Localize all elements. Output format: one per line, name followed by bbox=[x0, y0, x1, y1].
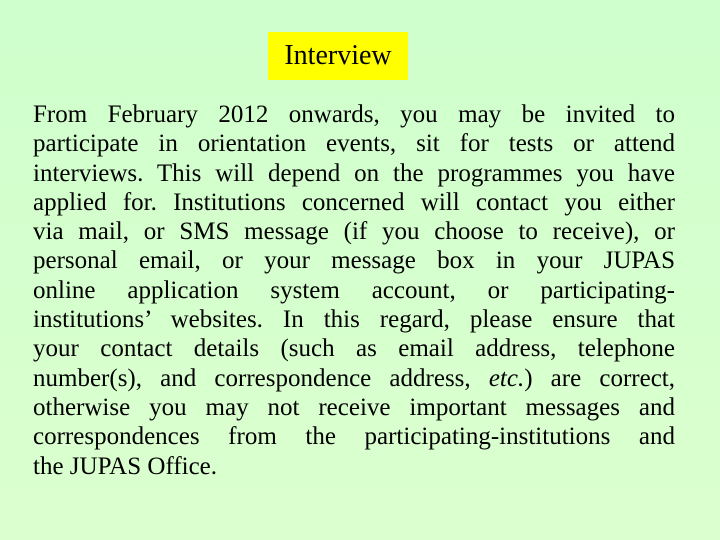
body-line-11: otherwise you may not receive important messages and bbox=[33, 393, 675, 421]
body-line-3: interviews. This will depend on the programmes you have bbox=[33, 159, 675, 187]
body-line-12: correspondences from the participating-institutions and bbox=[33, 423, 675, 451]
body-line-10-end: ) are correct, bbox=[524, 364, 675, 392]
slide-title: Interview bbox=[284, 40, 392, 71]
body-line-5: via mail, or SMS message (if you choose to receive), or bbox=[33, 218, 675, 246]
body-line-4: applied for. Institutions concerned will contact you either bbox=[33, 188, 675, 216]
body-line-1: From February 2012 onwards, you may be invited to bbox=[33, 101, 675, 128]
body-paragraph bbox=[33, 100, 675, 481]
body-line-7: online application system account, or participating- bbox=[33, 276, 675, 304]
body-line-8: institutions’ websites. In this regard, please ensure that bbox=[33, 306, 675, 334]
body-line-10 bbox=[33, 364, 675, 393]
body-line-9: your contact details (such as email address, telephone bbox=[33, 335, 675, 363]
body-line-10-italic: etc. bbox=[488, 364, 525, 392]
body-line-13: the JUPAS Office. bbox=[33, 452, 218, 480]
body-line-6: personal email, or your message box in your JUPAS bbox=[33, 247, 675, 275]
body-line-2: participate in orientation events, sit for tests or attend bbox=[33, 130, 675, 158]
body-line-10-start: number(s), and correspondence address, bbox=[33, 364, 489, 392]
title-highlight-box bbox=[268, 32, 408, 80]
